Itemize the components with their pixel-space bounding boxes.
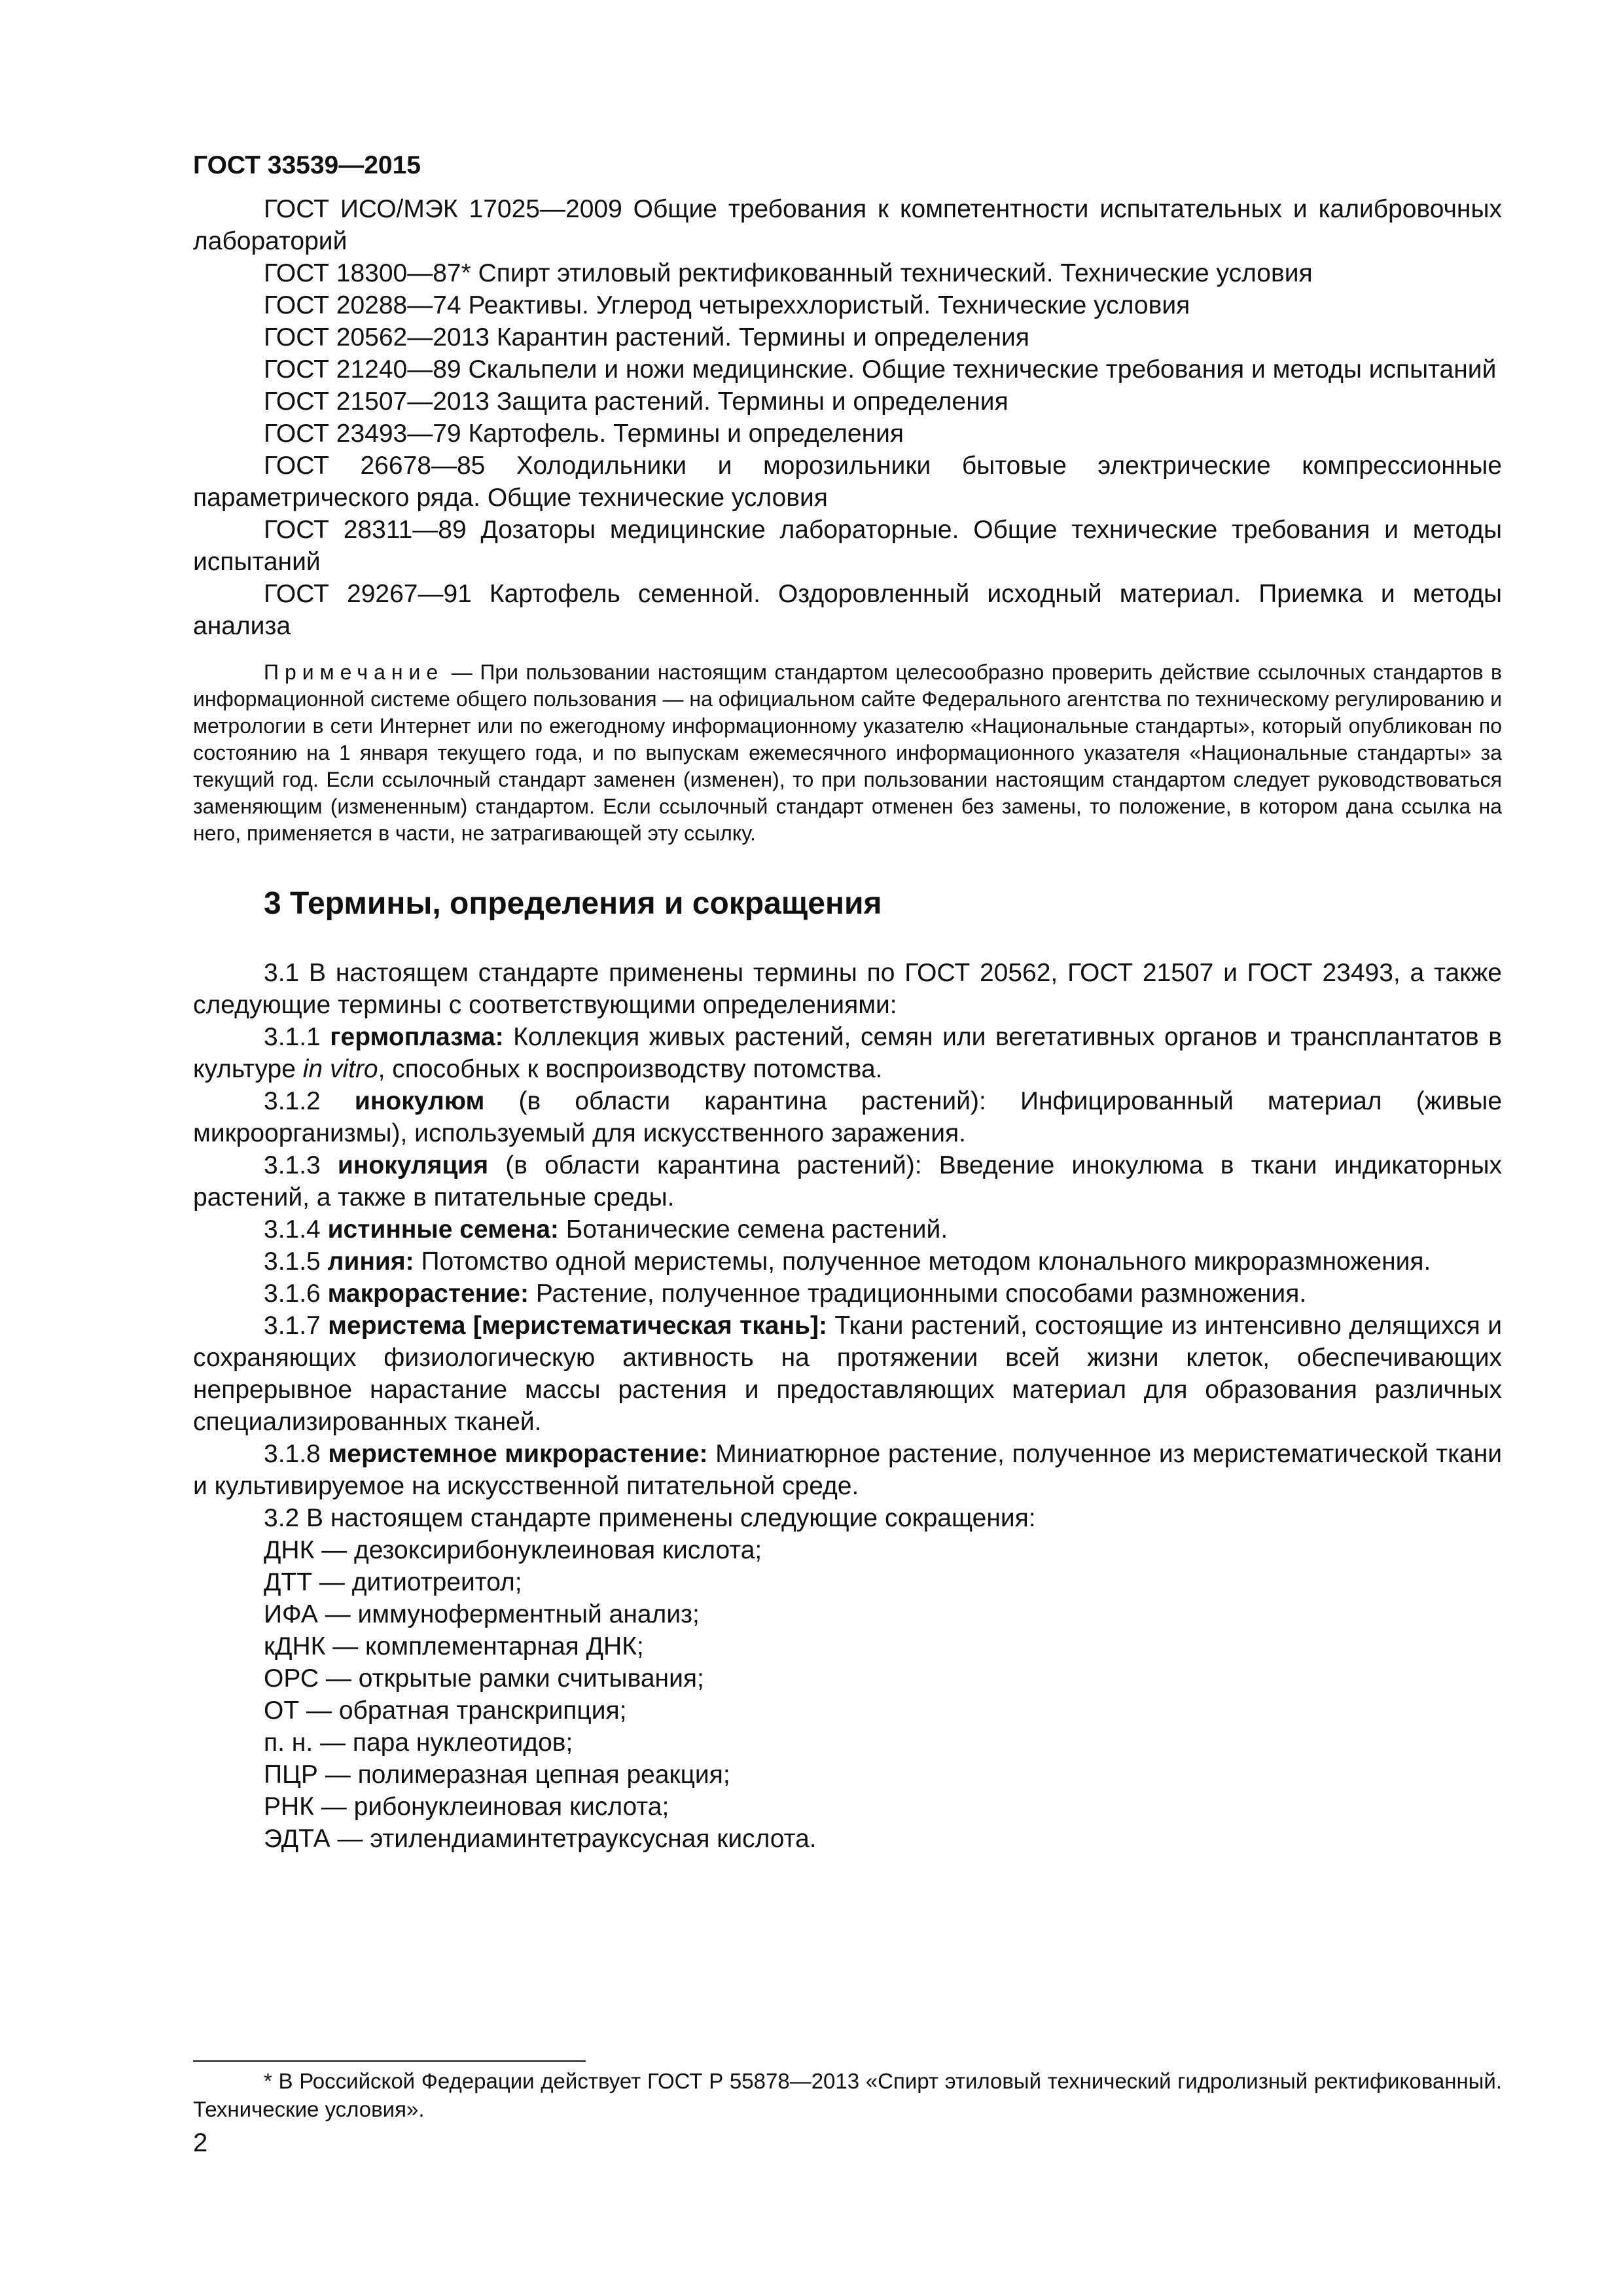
term-name: истинные семена: bbox=[327, 1215, 559, 1244]
term-text: Потомство одной меристемы, полученное методом клонального микроразмножения. bbox=[414, 1247, 1431, 1276]
reference-item: ГОСТ 20288—74 Реактивы. Углерод четыреххлористый. Технические условия bbox=[264, 291, 1190, 319]
abbreviations-intro: 3.2 В настоящем стандарте применены следующие сокращения: bbox=[264, 1504, 1036, 1532]
note-label: Примечание bbox=[264, 660, 444, 684]
term-number: 3.1.7 bbox=[264, 1312, 329, 1340]
abbreviation-item: ОРС — открытые рамки считывания; bbox=[264, 1664, 704, 1693]
term-text: Коллекция живых растений, семян или вегетативных органов и трансплантатов в культуре bbox=[193, 1023, 1503, 1083]
term-text: Ботанические семена растений. bbox=[558, 1215, 948, 1244]
term-number: 3.1.4 bbox=[264, 1215, 328, 1244]
term-number: 3.1.8 bbox=[264, 1440, 329, 1468]
reference-item: ГОСТ ИСО/МЭК 17025—2009 Общие требования к компетентности испытательных и калибровочных лабораторий bbox=[193, 195, 1502, 255]
term-number: 3.1.3 bbox=[264, 1151, 338, 1179]
document-id: ГОСТ 33539—2015 bbox=[193, 151, 421, 179]
footnote-text: * В Российской Федерации действует ГОСТ Р 55878—2013 «Спирт этиловый технический гидролизный ректификованный. Технические условия». bbox=[193, 2069, 1502, 2121]
term-name: инокулюм bbox=[354, 1087, 485, 1115]
term-number: 3.1.2 bbox=[264, 1087, 355, 1115]
term-text: (в области карантина растений): Инфицированный материал (живые микроорганизмы), используемый для искусственного заражения. bbox=[193, 1087, 1503, 1147]
term-definition bbox=[193, 1278, 1502, 1310]
term-number: 3.1.5 bbox=[264, 1247, 328, 1276]
abbreviation-list bbox=[193, 1534, 1502, 1855]
note-paragraph bbox=[193, 659, 1502, 847]
reference-item: ГОСТ 18300—87* Спирт этиловый ректификованный технический. Технические условия bbox=[264, 259, 1313, 287]
term-name: линия: bbox=[327, 1247, 414, 1276]
reference-list bbox=[193, 193, 1502, 642]
footnote bbox=[193, 2067, 1502, 2123]
term-definition bbox=[193, 1246, 1502, 1278]
term-text: Растение, полученное традиционными способами размножения. bbox=[528, 1280, 1307, 1308]
abbreviation-item: РНК — рибонуклеиновая кислота; bbox=[264, 1793, 669, 1821]
term-definition bbox=[193, 1021, 1502, 1085]
term-name: инокуляция bbox=[337, 1151, 489, 1179]
reference-item: ГОСТ 28311—89 Дозаторы медицинские лабораторные. Общие технические требования и методы испытаний bbox=[193, 516, 1502, 576]
reference-item: ГОСТ 29267—91 Картофель семенной. Оздоровленный исходный материал. Приемка и методы анализа bbox=[193, 580, 1502, 640]
reference-item: ГОСТ 21507—2013 Защита растений. Термины и определения bbox=[264, 387, 1008, 416]
document-page bbox=[193, 149, 1502, 1855]
abbreviation-item: ОТ — обратная транскрипция; bbox=[264, 1696, 627, 1725]
abbreviation-item: ДНК — дезоксирибонуклеиновая кислота; bbox=[264, 1536, 762, 1564]
term-name: меристемное микрорастение: bbox=[328, 1440, 708, 1468]
term-number: 3.1.1 bbox=[264, 1023, 330, 1051]
section-title: 3 Термины, определения и сокращения bbox=[264, 886, 882, 921]
term-text: Ткани растений, состоящие из интенсивно делящихся и сохраняющих физиологическую активность на протяжении всей жизни клеток, обеспечивающих непрерывное нарастание массы растения и предоставляющих материал для образования различных специализированных тканей. bbox=[193, 1312, 1502, 1436]
abbreviation-item: ИФА — иммуноферментный анализ; bbox=[264, 1600, 700, 1628]
term-name: гермоплазма: bbox=[330, 1023, 504, 1051]
abbreviation-item: п. н. — пара нуклеотидов; bbox=[264, 1729, 573, 1757]
term-definition bbox=[193, 1085, 1502, 1149]
abbreviation-item: ЭДТА — этилендиаминтетрауксусная кислота. bbox=[264, 1825, 817, 1853]
page-number: 2 bbox=[193, 2128, 208, 2157]
term-text: (в области карантина растений): Введение инокулюма в ткани индикаторных растений, а также в питательные среды. bbox=[193, 1151, 1502, 1211]
term-definition bbox=[193, 1310, 1502, 1438]
reference-item: ГОСТ 21240—89 Скальпели и ножи медицинские. Общие технические требования и методы испытаний bbox=[264, 355, 1497, 384]
term-definition bbox=[193, 1213, 1502, 1246]
abbreviation-item: кДНК — комплементарная ДНК; bbox=[264, 1632, 644, 1660]
term-definition bbox=[193, 1438, 1502, 1502]
term-name: макрорастение: bbox=[327, 1280, 529, 1308]
terms-intro: 3.1 В настоящем стандарте применены термины по ГОСТ 20562, ГОСТ 21507 и ГОСТ 23493, а также следующие термины с соответствующими определениями: bbox=[193, 959, 1502, 1019]
reference-item: ГОСТ 20562—2013 Карантин растений. Термины и определения bbox=[264, 323, 1029, 351]
term-number: 3.1.6 bbox=[264, 1280, 328, 1308]
note-text: — При пользовании настоящим стандартом целесообразно проверить действие ссылочных стандартов в информационной системе общего пользования — на официальном сайте Федерального агентства по техническому регулированию и метрологии в сети Интернет или по ежегодному информационному указателю «Национальные стандарты», который опубликован по состоянию на 1 января текущего года, и по выпускам ежемесячного информационного указателя «Национальные стандарты» за текущий год. Если ссылочный стандарт заменен (изменен), то при пользовании настоящим стандартом следует руководствоваться заменяющим (измененным) стандартом. Если ссылочный стандарт отменен без замены, то положение, в котором дана ссылка на него, применяется в части, не затрагивающей эту ссылку. bbox=[193, 660, 1502, 845]
abbreviation-item: ПЦР — полимеразная цепная реакция; bbox=[264, 1761, 730, 1789]
term-text: , способных к воспроизводству потомства. bbox=[378, 1055, 883, 1083]
term-text: Миниатюрное растение, полученное из меристематической ткани и культивируемое на искусственной питательной среде. bbox=[193, 1440, 1503, 1500]
footnote-divider bbox=[193, 2060, 586, 2062]
term-name: меристема [меристематическая ткань]: bbox=[328, 1312, 827, 1340]
reference-item: ГОСТ 23493—79 Картофель. Термины и определения bbox=[264, 420, 904, 448]
term-definition bbox=[193, 1149, 1502, 1213]
reference-item: ГОСТ 26678—85 Холодильники и морозильники бытовые электрические компрессионные параметрического ряда. Общие технические условия bbox=[193, 452, 1502, 512]
term-italic: in vitro bbox=[302, 1055, 378, 1083]
abbreviation-item: ДТТ — дитиотреитол; bbox=[264, 1568, 522, 1596]
